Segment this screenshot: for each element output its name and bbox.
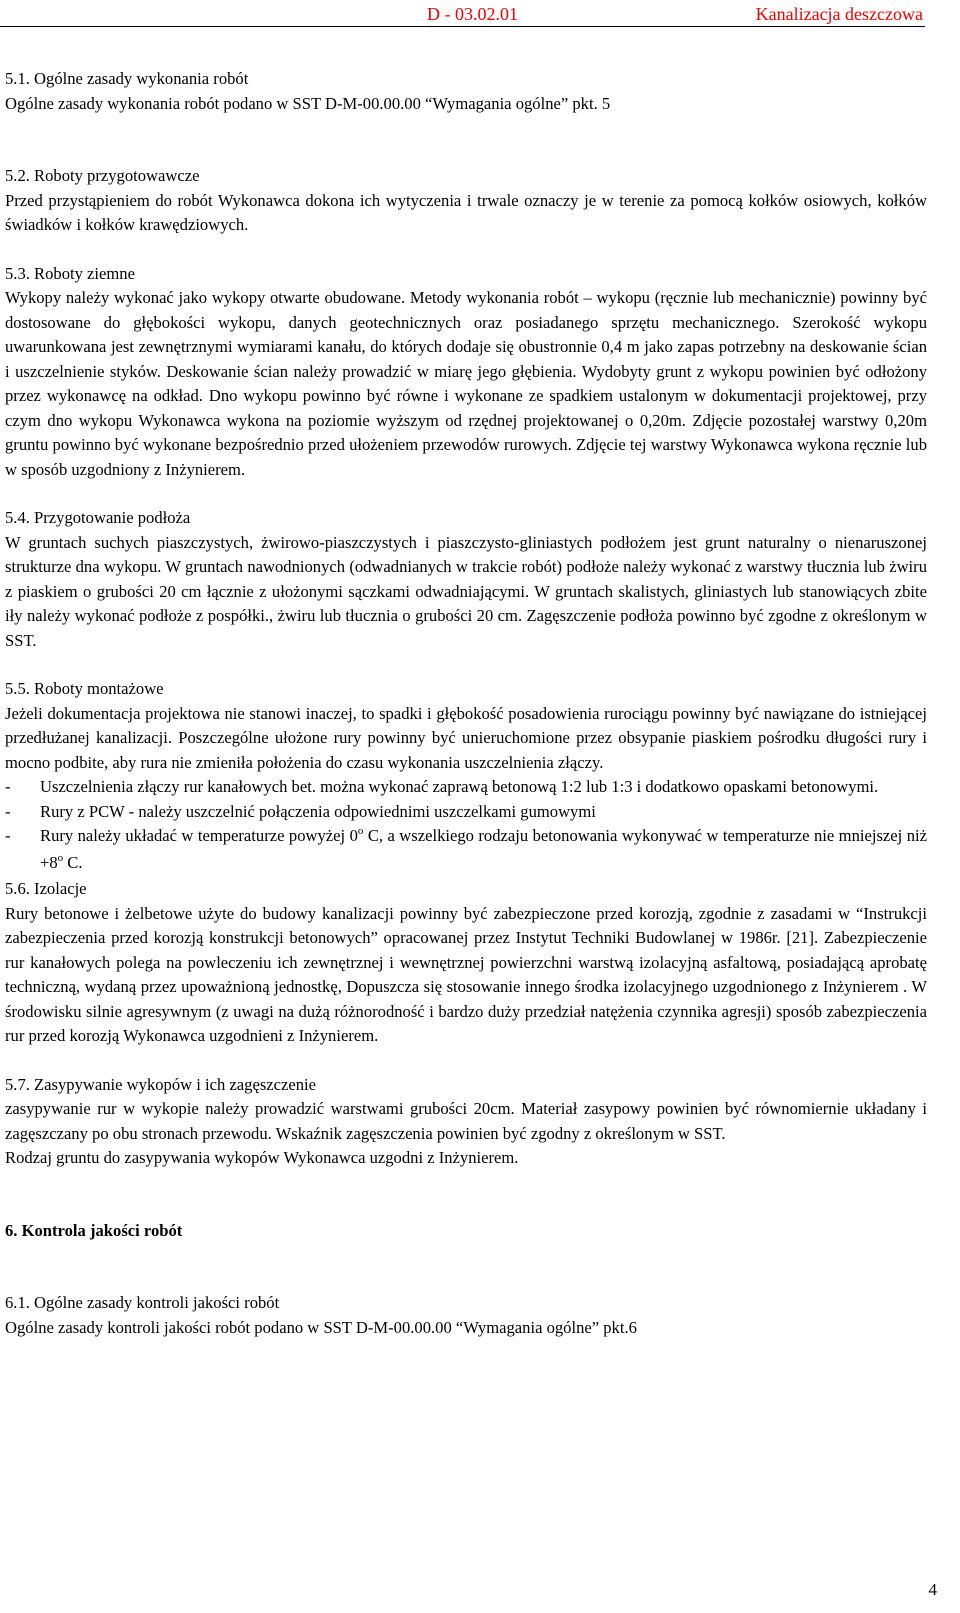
section-text-5-2: Przed przystąpieniem do robót Wykonawca dokona ich wytyczenia i trwale oznaczy je w terenie za pomocą kołków osiowych, kołków świadków i kołków krawędziowych.: [5, 190, 927, 234]
section-heading-5-2: 5.2. Roboty przygotowawcze: [5, 166, 200, 185]
list-dash: -: [5, 777, 11, 796]
chapter-heading-6: 6. Kontrola jakości robót: [5, 1220, 183, 1240]
section-text-5-7: zasypywanie rur w wykopie należy prowadzić warstwami grubości 20cm. Materiał zasypowy powinien być równomiernie układany i zagęszczany po obu stronach przewodu. Wskaźnik zagęszczenia powinien być zgodny z określonym w SST.: [5, 1099, 927, 1143]
list-item: [5, 775, 927, 800]
page-header: [0, 4, 925, 27]
section-text-5-1: Ogólne zasady wykonania robót podano w SST D-M-00.00.00 “Wymagania ogólne” pkt. 5: [5, 93, 611, 113]
section-text-6-1: Ogólne zasady kontroli jakości robót podano w SST D-M-00.00.00 “Wymagania ogólne” pkt.6: [5, 1317, 637, 1337]
section-heading-5-4: 5.4. Przygotowanie podłoża: [5, 508, 191, 527]
list-item-text-part: C.: [63, 852, 83, 872]
section-heading-5-1: 5.1. Ogólne zasady wykonania robót: [5, 69, 249, 88]
list-item-text: [40, 824, 927, 877]
list-item-text: Uszczelnienia złączy rur kanałowych bet. można wykonać zaprawą betonową 1:2 lub 1:3 i dodatkowo opaskami betonowymi.: [40, 777, 879, 796]
spec-code: D - 03.02.01: [427, 4, 518, 24]
spec-title: Kanalizacja deszczowa: [755, 4, 923, 24]
section-text-5-5: Jeżeli dokumentacja projektowa nie stanowi inaczej, to spadki i głębokość posadowienia rurociągu powinny być nawiązane do istniejącej przedłużanej kanalizacji. Poszczególne ułożone rury powinny być unieruchomione przez obsypanie piaskiem pośrodku długości rury i mocno podbite, aby rura nie zmieniła położenia do czasu wykonania uszczelnienia złączy.: [5, 703, 927, 772]
section-heading-6-1: 6.1. Ogólne zasady kontroli jakości robót: [5, 1293, 280, 1312]
section-text-5-3: Wykopy należy wykonać jako wykopy otwarte obudowane. Metody wykonania robót – wykopu (ręcznie lub mechanicznie) powinny być dostosowane do głębokości wykopu, danych geotechnicznych oraz posiadanego sprzętu mechanicznego. Szerokość wykopu uwarunkowana jest zewnętrznymi wymiarami kanału, do których dodaje się obustronnie 0,4 m jako zapas potrzebny na deskowanie ścian i uszczelnienie styków. Deskowanie ścian należy prowadzić w miarę jego głębienia. Wydobyty grunt z wykopu powinien być odłożony przez wykonawcę na odkład. Dno wykopu powinno być równe i wykonane ze spadkiem ustalonym w dokumentacji projektowej, przy czym dno wykopu Wykonawca wykona na poziomie wyższym od rzędnej projektowanej o 0,20m. Zdjęcie pozostałej warstwy 0,20m gruntu powinno być wykonane bezpośrednio przed ułożeniem przewodów rurowych. Zdjęcie tej warstwy Wykonawca wykona ręcznie lub w sposób uzgodniony z Inżynierem.: [5, 288, 927, 479]
degree-superscript: o: [57, 851, 64, 864]
list-dash: -: [5, 826, 11, 845]
list-item: [5, 800, 927, 825]
section-text-5-6: Rury betonowe i żelbetowe użyte do budowy kanalizacji powinny być zabezpieczone przed korozją, zgodnie z zasadami w “Instrukcji zabezpieczenia przed korozją konstrukcji betonowych” opracowanej przez Instytut Techniki Budowlanej w 1986r. [21]. Zabezpieczenie rur kanałowych polega na powleczeniu ich zewnętrznej i wewnętrznej powierzchni warstwą izolacyjną asfaltową, posiadającą aprobatę techniczną, wydaną przez upoważnioną jednostkę, Dopuszcza się stosowanie innego środka izolacyjnego uzgodnionego z Inżynierem . W środowisku silnie agresywnym (z uwagi na dużą różnorodność i bardzo duży przedział natężenia czynnika agresji) sposób zabezpieczenia rur przed korozją Wykonawca uzgodnieni z Inżynierem.: [5, 903, 927, 1045]
list-item: [5, 824, 927, 877]
section-text-5-4: W gruntach suchych piaszczystych, żwirowo-piaszczystych i piaszczysto-gliniastych podłożem jest grunt naturalny o nienaruszonej strukturze dna wykopu. W gruntach nawodnionych (odwadnianych w trakcie robót) podłoże należy wykonać z warstwy tłucznia lub żwiru z piaskiem o grubości 20 cm łącznie z ułożonymi sączkami odwadniającymi. W gruntach skalistych, gliniastych lub stanowiących zbite iły należy wykonać podłoże z pospółki., żwiru lub tłucznia o grubości 20 cm. Zagęszczenie podłoża powinno być zgodne z określonym w SST.: [5, 532, 927, 650]
section-heading-5-3: 5.3. Roboty ziemne: [5, 263, 135, 283]
list-dash: -: [5, 801, 11, 821]
section-heading-5-7: 5.7. Zasypywanie wykopów i ich zagęszczenie: [5, 1074, 317, 1094]
document-body: [5, 67, 927, 1340]
section-heading-5-5: 5.5. Roboty montażowe: [5, 679, 164, 698]
list-item-text-part: C, a wszelkiego rodzaju betonowania wykonywać w temperaturze nie mniejszej niż +8: [40, 826, 927, 872]
list-item-text: Rury z PCW - należy uszczelnić połączenia odpowiednimi uszczelkami gumowymi: [40, 801, 596, 821]
list-item-text-part: Rury należy układać w temperaturze powyżej 0: [40, 826, 358, 845]
section-heading-5-6: 5.6. Izolacje: [5, 879, 87, 898]
section-text-5-7-extra: Rodzaj gruntu do zasypywania wykopów Wykonawca uzgodni z Inżynierem.: [5, 1148, 519, 1167]
degree-superscript: o: [357, 825, 364, 837]
page-number: 4: [928, 1580, 937, 1599]
